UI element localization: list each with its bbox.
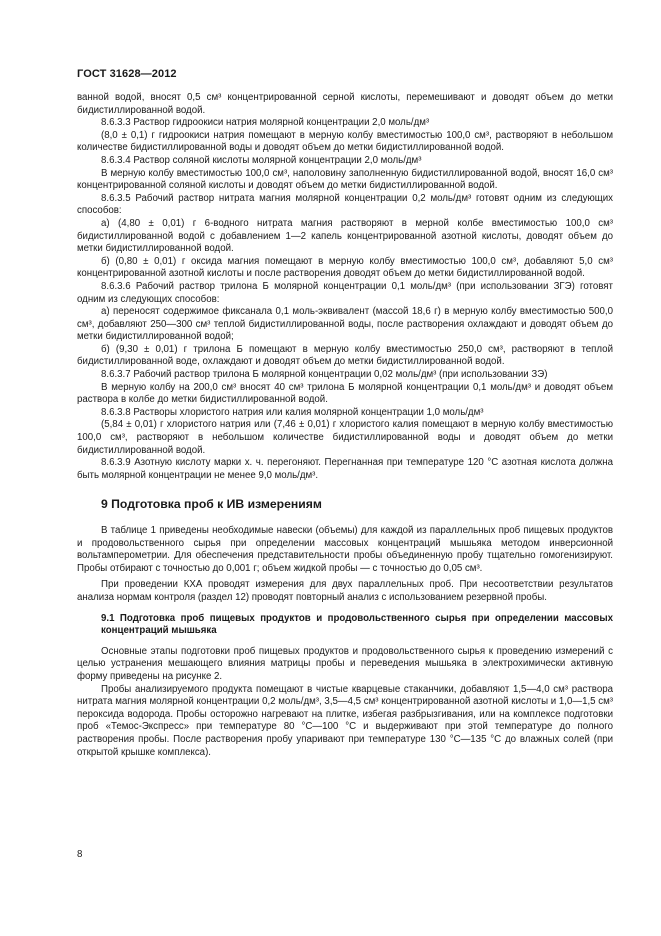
paragraph: При проведении КХА проводят измерения для двух параллельных проб. При несоответствии результатов анализа нормам контроля (раздел 12) проводят повторный анализ с использованием резервной пробы. <box>77 579 613 603</box>
paragraph: ванной водой, вносят 0,5 см³ концентрированной серной кислоты, перемешивают и доводят объем до метки бидистиллированной водой. <box>77 92 613 116</box>
paragraph: В таблице 1 приведены необходимые навески (объемы) для каждой из параллельных проб пищевых продуктов и продовольственного сырья при определении массовых концентраций мышьяка методом инверсионной вольтамперометрии. Для обеспечения представительности пробы объединенную пробу тщательно гомогенизируют. Пробы отбирают с точностью до 0,001 г; объем жидкой пробы — с точностью до 0,05 см³. <box>77 525 613 574</box>
list-item: а) переносят содержимое фиксанала 0,1 моль-эквивалент (массой 18,6 г) в мерную колбу вместимостью 500,0 см³, добавляют 250—300 см³ теплой бидистиллированной воды, после растворения охлаждают и доводят объем до метки бидистиллированной водой; <box>77 306 613 343</box>
clause-heading: 8.6.3.6 Рабочий раствор трилона Б молярной концентрации 0,1 моль/дм³ (при использовании ЗГЭ) готовят одним из следующих способов: <box>77 280 613 305</box>
document-body <box>77 92 613 759</box>
section-heading: 9 Подготовка проб к ИВ измерениям <box>101 497 322 512</box>
paragraph: 8.6.3.9 Азотную кислоту марки х. ч. перегоняют. Перегнанная при температуре 120 °С азотная кислота должна быть молярной концентрации не менее 9,0 моль/дм³. <box>77 457 613 481</box>
subsection-heading: 9.1 Подготовка проб пищевых продуктов и продовольственного сырья при определении массовых концентраций мышьяка <box>101 612 613 637</box>
clause-heading: 8.6.3.5 Рабочий раствор нитрата магния молярной концентрации 0,2 моль/дм³ готовят одним из следующих способов: <box>77 192 613 217</box>
page-number: 8 <box>77 849 83 860</box>
paragraph: Основные этапы подготовки проб пищевых продуктов и продовольственного сырья к проведению измерений с целью устранения мешающего влияния матрицы пробы и переведения мышьяка в электрохимически активную форму приведены на рисунке 2. <box>77 645 613 682</box>
clause-heading: 8.6.3.8 Растворы хлористого натрия или калия молярной концентрации 1,0 моль/дм³ <box>101 406 484 418</box>
page-header-standard-id: ГОСТ 31628—2012 <box>77 68 177 80</box>
paragraph: Пробы анализируемого продукта помещают в чистые кварцевые стаканчики, добавляют 1,5—4,0 см³ раствора нитрата магния молярной концентрации 0,2 моль/дм³, 3,5—4,5 см³ концентрированной азотной кислоты и 1,0—1,5 см³ пероксида водорода. Пробы осторожно нагревают на плитке, избегая разбрызгивания, или на комплексе подготовки проб «Темос-Экспресс» при температуре 80 °С—100 °С и выдерживают при этой температуре до полного растворения пробы. После растворения пробу упаривают при температуре 130 °С—135 °С до влажных солей (при открытой крышке комплекса). <box>77 683 613 758</box>
clause-heading: 8.6.3.4 Раствор соляной кислоты молярной концентрации 2,0 моль/дм³ <box>101 154 422 166</box>
paragraph: В мерную колбу на 200,0 см³ вносят 40 см³ трилона Б молярной концентрации 0,1 моль/дм³ и доводят объем раствора в колбе до метки бидистиллированной водой. <box>77 381 613 406</box>
list-item: б) (0,80 ± 0,01) г оксида магния помещают в мерную колбу вместимостью 100,0 см³, добавляют 5,0 см³ концентрированной азотной кислоты и после растворения доводят объем до метки бидистиллированной водой. <box>77 255 613 280</box>
list-item: а) (4,80 ± 0,01) г 6-водного нитрата магния растворяют в мерной колбе вместимостью 100,0 см³ бидистиллированной водой с добавлением 1—2 капель концентрированной азотной кислоты, доводят объем до метки бидистиллированной водой. <box>77 217 613 255</box>
clause-heading: 8.6.3.7 Рабочий раствор трилона Б молярной концентрации 0,02 моль/дм³ (при использовании ЗЭ) <box>101 369 548 381</box>
paragraph: В мерную колбу вместимостью 100,0 см³, наполовину заполненную бидистиллированной водой, вносят 16,0 см³ концентрированной соляной кислоты и доводят объем до метки бидистиллированной водой. <box>77 167 613 192</box>
paragraph: (8,0 ± 0,1) г гидроокиси натрия помещают в мерную колбу вместимостью 100,0 см³, растворяют в небольшом количестве бидистиллированной воды и доводят объем до метки бидистиллированной водой. <box>77 129 613 154</box>
clause-heading: 8.6.3.3 Раствор гидроокиси натрия молярной концентрации 2,0 моль/дм³ <box>101 117 430 129</box>
paragraph: (5,84 ± 0,01) г хлористого натрия или (7,46 ± 0,01) г хлористого калия помещают в мерную колбу вместимостью 100,0 см³, растворяют в небольшом количестве бидистиллированной воды и доводят объем до метки бидистиллированной водой. <box>77 419 613 456</box>
list-item: б) (9,30 ± 0,01) г трилона Б помещают в мерную колбу вместимостью 250,0 см³, растворяют в теплой бидистиллированной воде, охлаждают и доводят объем до метки бидистиллированной водой. <box>77 343 613 368</box>
